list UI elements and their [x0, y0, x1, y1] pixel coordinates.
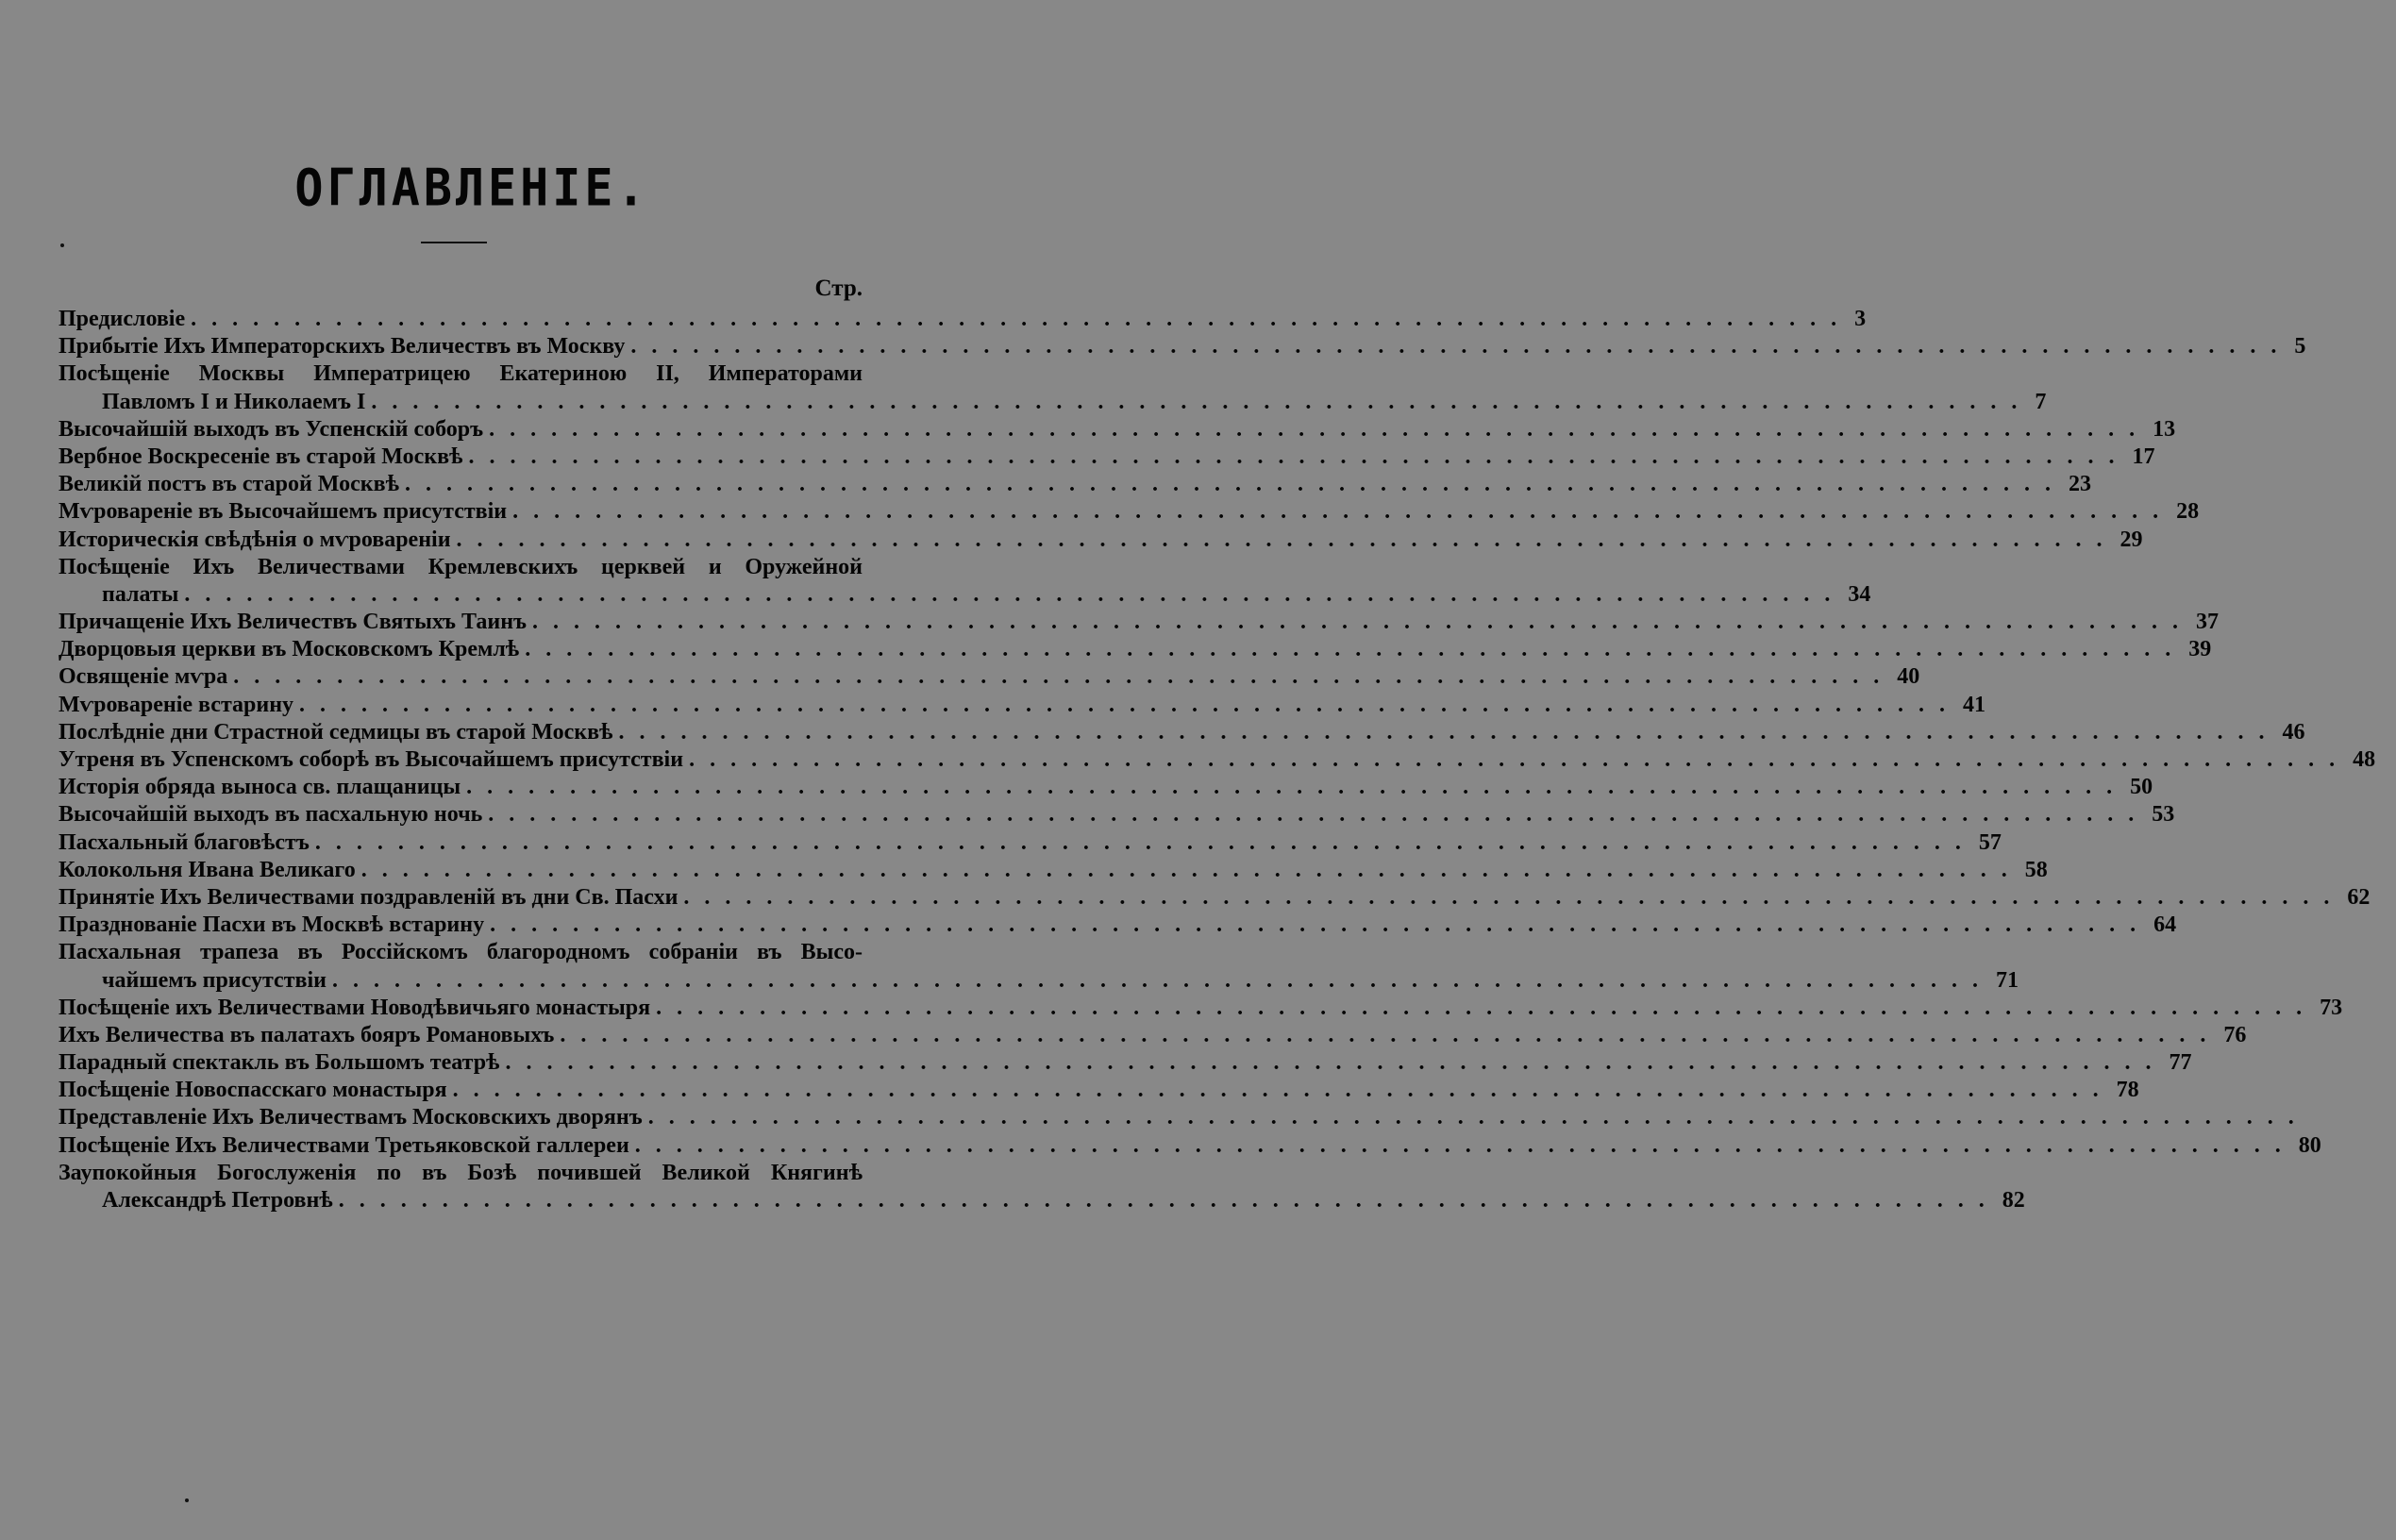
dot-leader: . . . . . . . . . . . . . . . . . . . . . . . . . . . . . . . . . . . . . . . . . . . . . . . . . . . . . . . . . . . . . . . . . . . . . . . . . . . . . . . .: [634, 1132, 2286, 1158]
toc-entry-title: Колокольня Ивана Великаго: [59, 857, 356, 882]
dot-leader: . . . . . . . . . . . . . . . . . . . . . . . . . . . . . . . . . . . . . . . . . . . . . . . . . . . . . . . . . . . . . . . . . . . . . . . . . . . . . . . .: [404, 472, 2055, 497]
toc-entry: [59, 636, 2212, 663]
toc-entry-title: Историческія свѣдѣнія о мѵровареніи: [59, 527, 451, 552]
toc-entry: [59, 498, 2200, 526]
toc-page-number: 40: [1897, 664, 1920, 690]
toc-entry: [59, 884, 2371, 912]
toc-page-number: 39: [2188, 637, 2212, 662]
toc-entry-title: Предисловіе: [59, 307, 186, 331]
dot-leader: . . . . . . . . . . . . . . . . . . . . . . . . . . . . . . . . . . . . . . . . . . . . . . . . . . . . . . . . . . . . . . . . . . . . . . . . . . . . . . . .: [488, 802, 2139, 828]
toc-page-number: 7: [2035, 389, 2047, 414]
toc-entry-title: Заупокойныя Богослуженія по въ Бозѣ почившей Великой Княгинѣ: [59, 1160, 863, 1185]
table-of-contents: [59, 306, 2376, 1214]
toc-entry-title: Прибытіе Ихъ Императорскихъ Величествъ въ Москву: [59, 334, 626, 360]
dot-leader: . . . . . . . . . . . . . . . . . . . . . . . . . . . . . . . . . . . . . . . . . . . . . . . . . . . . . . . . . . . . . . . . . . . . . . . . . . . . . . . .: [456, 527, 2107, 552]
toc-page-number: 23: [2068, 472, 2091, 497]
toc-entry: [59, 389, 2047, 416]
toc-page-number: 64: [2153, 912, 2177, 938]
toc-page-number: 5: [2294, 334, 2306, 360]
toc-entry: [59, 444, 2155, 471]
toc-entry-title: Празднованіе Пасхи въ Москвѣ встарину: [59, 912, 485, 938]
dot-leader: . . . . . . . . . . . . . . . . . . . . . . . . . . . . . . . . . . . . . . . . . . . . . . . . . . . . . . . . . . . . . . . . . . . . . . . . . . . . . . . .: [560, 1022, 2211, 1047]
toc-page-number: 17: [2132, 444, 2155, 469]
toc-entry: [59, 719, 2305, 746]
toc-entry: [59, 333, 2306, 360]
toc-entry: [59, 1049, 2192, 1077]
toc-entry: [59, 1022, 2247, 1049]
toc-page-number: 13: [2153, 416, 2176, 442]
toc-entry-title: Пасхальный благовѣстъ: [59, 829, 310, 855]
toc-entry: [59, 1104, 2299, 1131]
toc-entry: [59, 1187, 2025, 1214]
toc-entry-title: Посѣщеніе Ихъ Величествами Кремлевскихъ церквей и Оружейной: [59, 554, 863, 579]
toc-page-number: 3: [1854, 307, 1867, 331]
dot-leader: . . . . . . . . . . . . . . . . . . . . . . . . . . . . . . . . . . . . . . . . . . . . . . . . . . . . . . . . . . . . . . . . . . . . . . . . . . . . . . . .: [468, 444, 2120, 469]
toc-entry: [59, 609, 2220, 636]
toc-page-number: 34: [1848, 581, 1871, 607]
toc-entry: [59, 774, 2153, 801]
toc-page-number: 73: [2320, 995, 2343, 1020]
toc-entry-title: палаты: [102, 581, 179, 607]
dot-leader: . . . . . . . . . . . . . . . . . . . . . . . . . . . . . . . . . . . . . . . . . . . . . . . . . . . . . . . . . . . . . . . . . . . . . . . . . . . . . . . .: [490, 912, 2141, 938]
toc-entry: [59, 746, 2376, 774]
toc-entry-title: Посѣщеніе ихъ Величествами Новодѣвичьяго монастыря: [59, 995, 651, 1020]
toc-entry-title: Высочайшій выходъ въ пасхальную ночь: [59, 802, 483, 828]
toc-entry-title: Парадный спектакль въ Большомъ театрѣ: [59, 1050, 500, 1076]
dot-leader: . . . . . . . . . . . . . . . . . . . . . . . . . . . . . . . . . . . . . . . . . . . . . . . . . . . . . . . . . . . . . . . . . . . . . . . . . . . . . . . .: [689, 747, 2340, 772]
toc-entry-title: Высочайшій выходъ въ Успенскій соборъ: [59, 416, 484, 442]
toc-entry-title: Александрѣ Петровнѣ: [102, 1188, 333, 1213]
dot-leader: . . . . . . . . . . . . . . . . . . . . . . . . . . . . . . . . . . . . . . . . . . . . . . . . . . . . . . . . . . . . . . . . . . . . . . . . . . . . . . . .: [360, 857, 2012, 882]
toc-page-number: 53: [2152, 802, 2175, 828]
dot-leader: . . . . . . . . . . . . . . . . . . . . . . . . . . . . . . . . . . . . . . . . . . . . . . . . . . . . . . . . . . . . . . . . . . . . . . . . . . . . . . . .: [532, 610, 2184, 635]
toc-entry: [59, 554, 863, 581]
toc-entry-title: Великій постъ въ старой Москвѣ: [59, 472, 399, 497]
toc-entry: [59, 1132, 2321, 1160]
dot-leader: . . . . . . . . . . . . . . . . . . . . . . . . . . . . . . . . . . . . . . . . . . . . . . . . . . . . . . . . . . . . . . . . . . . . . . . . . . . . . . . .: [233, 664, 1885, 690]
dot-leader: . . . . . . . . . . . . . . . . . . . . . . . . . . . . . . . . . . . . . . . . . . . . . . . . . . . . . . . . . . . . . . . . . . . . . . . . . . . . . . . .: [371, 389, 2022, 414]
toc-entry: [59, 939, 863, 966]
dot-leader: . . . . . . . . . . . . . . . . . . . . . . . . . . . . . . . . . . . . . . . . . . . . . . . . . . . . . . . . . . . . . . . . . . . . . . . . . . . . . . . .: [314, 829, 1966, 855]
toc-page-number: 71: [1995, 967, 2019, 993]
toc-entry-title: Послѣдніе дни Страстной седмицы въ старой Москвѣ: [59, 719, 613, 745]
toc-entry-title: чайшемъ присутствіи: [102, 967, 327, 993]
toc-page-number: 48: [2353, 747, 2376, 772]
toc-page-number: 78: [2116, 1078, 2139, 1103]
toc-entry: [59, 967, 2019, 995]
dot-leader: . . . . . . . . . . . . . . . . . . . . . . . . . . . . . . . . . . . . . . . . . . . . . . . . . . . . . . . . . . . . . . . . . . . . . . . . . . . . . . . .: [466, 775, 2118, 800]
toc-entry: [59, 306, 1867, 333]
dot-leader: . . . . . . . . . . . . . . . . . . . . . . . . . . . . . . . . . . . . . . . . . . . . . . . . . . . . . . . . . . . . . . . . . . . . . . . . . . . . . . . .: [512, 499, 2164, 525]
toc-entry: [59, 663, 1920, 691]
toc-page-number: 82: [2002, 1188, 2025, 1213]
page-title: ОГЛАВЛЕНІЕ.: [294, 158, 649, 218]
dot-leader: . . . . . . . . . . . . . . . . . . . . . . . . . . . . . . . . . . . . . . . . . . . . . . . . . . . . . . . . . . . . . . . . . . . . . . . . . . . . . . . .: [191, 307, 1842, 331]
toc-page-number: 46: [2282, 719, 2305, 745]
page-column-header: Стр.: [814, 276, 863, 301]
dot-leader: . . . . . . . . . . . . . . . . . . . . . . . . . . . . . . . . . . . . . . . . . . . . . . . . . . . . . . . . . . . . . . . . . . . . . . . . . . . . . . . .: [683, 884, 2335, 910]
toc-page-number: 58: [2024, 857, 2048, 882]
toc-entry-title: Пасхальная трапеза въ Россійскомъ благородномъ собраніи въ Высо-: [59, 940, 863, 965]
toc-entry: [59, 829, 2002, 857]
dot-leader: . . . . . . . . . . . . . . . . . . . . . . . . . . . . . . . . . . . . . . . . . . . . . . . . . . . . . . . . . . . . . . . . . . . . . . . . . . . . . . . .: [647, 1105, 2299, 1130]
toc-entry-title: Мѵровареніе встарину: [59, 692, 294, 717]
toc-entry: [59, 857, 2048, 884]
dot-leader: . . . . . . . . . . . . . . . . . . . . . . . . . . . . . . . . . . . . . . . . . . . . . . . . . . . . . . . . . . . . . . . . . . . . . . . . . . . . . . . .: [618, 719, 2270, 745]
toc-entry-title: Посѣщеніе Ихъ Величествами Третьяковской галлереи: [59, 1132, 629, 1158]
toc-entry-title: Освященіе мѵра: [59, 664, 228, 690]
toc-entry-title: Мѵровареніе въ Высочайшемъ присутствіи: [59, 499, 508, 525]
toc-page-number: 41: [1963, 692, 1986, 717]
toc-entry-title: Дворцовыя церкви въ Московскомъ Кремлѣ: [59, 637, 520, 662]
toc-page-number: 76: [2223, 1022, 2247, 1047]
toc-page-number: 62: [2347, 884, 2371, 910]
toc-entry: [59, 360, 863, 388]
toc-entry: [59, 801, 2175, 829]
toc-entry-title: Причащеніе Ихъ Величествъ Святыхъ Таинъ: [59, 610, 528, 635]
toc-entry-title: Вербное Воскресеніе въ старой Москвѣ: [59, 444, 463, 469]
dot-leader: . . . . . . . . . . . . . . . . . . . . . . . . . . . . . . . . . . . . . . . . . . . . . . . . . . . . . . . . . . . . . . . . . . . . . . . . . . . . . . . .: [656, 995, 2307, 1020]
toc-entry: [59, 527, 2143, 554]
toc-entry: [59, 995, 2343, 1022]
toc-entry-title: Принятіе Ихъ Величествами поздравленій въ дни Св. Пасхи: [59, 884, 679, 910]
toc-page-number: 77: [2169, 1050, 2192, 1076]
toc-page-number: 28: [2176, 499, 2200, 525]
toc-page-number: 29: [2120, 527, 2143, 552]
dot-leader: . . . . . . . . . . . . . . . . . . . . . . . . . . . . . . . . . . . . . . . . . . . . . . . . . . . . . . . . . . . . . . . . . . . . . . . . . . . . . . . .: [331, 967, 1983, 993]
print-speck: [185, 1498, 189, 1502]
dot-leader: . . . . . . . . . . . . . . . . . . . . . . . . . . . . . . . . . . . . . . . . . . . . . . . . . . . . . . . . . . . . . . . . . . . . . . . . . . . . . . . .: [505, 1050, 2156, 1076]
toc-entry-title: Посѣщеніе Новоспасскаго монастыря: [59, 1078, 447, 1103]
toc-page-number: 37: [2196, 610, 2220, 635]
dot-leader: . . . . . . . . . . . . . . . . . . . . . . . . . . . . . . . . . . . . . . . . . . . . . . . . . . . . . . . . . . . . . . . . . . . . . . . . . . . . . . . .: [630, 334, 2282, 360]
toc-entry-title: Посѣщеніе Москвы Императрицею Екатериною II, Императорами: [59, 361, 863, 387]
toc-page-number: 80: [2298, 1132, 2321, 1158]
dot-leader: . . . . . . . . . . . . . . . . . . . . . . . . . . . . . . . . . . . . . . . . . . . . . . . . . . . . . . . . . . . . . . . . . . . . . . . . . . . . . . . .: [489, 416, 2140, 442]
toc-entry: [59, 912, 2177, 939]
toc-entry: [59, 581, 1871, 609]
toc-entry-title: Ихъ Величества въ палатахъ бояръ Романовыхъ: [59, 1022, 555, 1047]
toc-entry-title: Исторія обряда выноса св. плащаницы: [59, 775, 461, 800]
toc-page-number: 57: [1978, 829, 2002, 855]
toc-entry-title: Утреня въ Успенскомъ соборѣ въ Высочайшемъ присутствіи: [59, 747, 684, 772]
dot-leader: . . . . . . . . . . . . . . . . . . . . . . . . . . . . . . . . . . . . . . . . . . . . . . . . . . . . . . . . . . . . . . . . . . . . . . . . . . . . . . . .: [452, 1078, 2103, 1103]
title-rule: [421, 242, 487, 243]
toc-entry-title: Представленіе Ихъ Величествамъ Московскихъ дворянъ: [59, 1105, 643, 1130]
toc-page-number: 50: [2130, 775, 2153, 800]
dot-leader: . . . . . . . . . . . . . . . . . . . . . . . . . . . . . . . . . . . . . . . . . . . . . . . . . . . . . . . . . . . . . . . . . . . . . . . . . . . . . . . .: [299, 692, 1951, 717]
toc-entry-title: Павломъ I и Николаемъ I: [102, 389, 366, 414]
toc-entry: [59, 692, 1986, 719]
toc-entry: [59, 1160, 863, 1187]
dot-leader: . . . . . . . . . . . . . . . . . . . . . . . . . . . . . . . . . . . . . . . . . . . . . . . . . . . . . . . . . . . . . . . . . . . . . . . . . . . . . . . .: [525, 637, 2176, 662]
dot-leader: . . . . . . . . . . . . . . . . . . . . . . . . . . . . . . . . . . . . . . . . . . . . . . . . . . . . . . . . . . . . . . . . . . . . . . . . . . . . . . . .: [184, 581, 1835, 607]
print-speck: [60, 243, 64, 247]
toc-entry: [59, 471, 2091, 498]
dot-leader: . . . . . . . . . . . . . . . . . . . . . . . . . . . . . . . . . . . . . . . . . . . . . . . . . . . . . . . . . . . . . . . . . . . . . . . . . . . . . . . .: [338, 1188, 1989, 1213]
toc-entry: [59, 416, 2176, 444]
toc-entry: [59, 1077, 2139, 1104]
